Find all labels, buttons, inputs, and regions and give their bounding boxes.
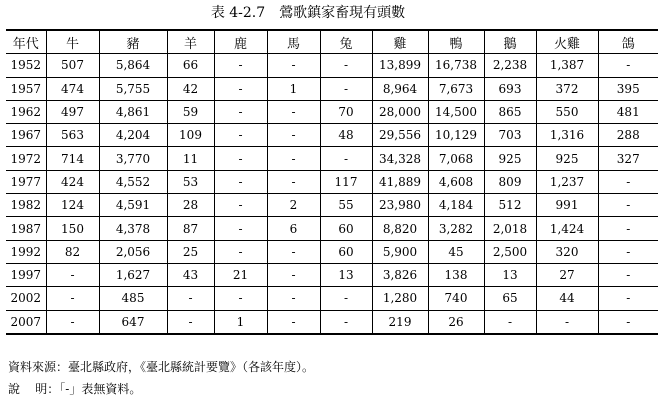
value-cell: 4,184 (428, 194, 484, 217)
year-cell: 1972 (6, 147, 46, 170)
table-row (6, 170, 658, 193)
value-cell: 2,500 (484, 240, 536, 263)
value-cell: 925 (536, 147, 598, 170)
value-cell: 1,627 (99, 263, 167, 286)
value-cell: - (536, 310, 598, 334)
value-cell: 2 (267, 194, 320, 217)
value-cell: 28 (167, 194, 214, 217)
value-cell: 55 (320, 194, 372, 217)
value-cell: 70 (320, 100, 372, 123)
value-cell: 507 (46, 54, 99, 77)
value-cell: - (320, 287, 372, 310)
value-cell: 1,424 (536, 217, 598, 240)
value-cell: - (214, 147, 267, 170)
value-cell: - (267, 240, 320, 263)
value-cell: 16,738 (428, 54, 484, 77)
table-header (6, 30, 658, 54)
value-cell: - (267, 100, 320, 123)
table-row (6, 263, 658, 286)
value-cell: 6 (267, 217, 320, 240)
value-cell: - (320, 77, 372, 100)
value-cell: - (320, 54, 372, 77)
value-cell: - (214, 240, 267, 263)
value-cell: 60 (320, 240, 372, 263)
value-cell: - (267, 263, 320, 286)
value-cell: 4,378 (99, 217, 167, 240)
value-cell: 44 (536, 287, 598, 310)
value-cell: - (46, 287, 99, 310)
column-header: 年代 (6, 30, 46, 54)
table-row (6, 77, 658, 100)
legend-note: 說 明：「-」表無資料。 (8, 382, 142, 396)
value-cell: 4,204 (99, 124, 167, 147)
value-cell: 23,980 (372, 194, 428, 217)
year-cell: 2002 (6, 287, 46, 310)
value-cell: 45 (428, 240, 484, 263)
table-row (6, 240, 658, 263)
value-cell: 42 (167, 77, 214, 100)
column-header: 鹿 (214, 30, 267, 54)
table-row (6, 124, 658, 147)
value-cell: 703 (484, 124, 536, 147)
value-cell: 1,316 (536, 124, 598, 147)
value-cell: 320 (536, 240, 598, 263)
year-cell: 1962 (6, 100, 46, 123)
value-cell: 1,387 (536, 54, 598, 77)
value-cell: - (598, 240, 658, 263)
value-cell: 563 (46, 124, 99, 147)
column-header: 火雞 (536, 30, 598, 54)
value-cell: - (484, 310, 536, 334)
value-cell: 4,591 (99, 194, 167, 217)
value-cell: - (267, 287, 320, 310)
value-cell: 124 (46, 194, 99, 217)
value-cell: 372 (536, 77, 598, 100)
value-cell: 4,608 (428, 170, 484, 193)
value-cell: 21 (214, 263, 267, 286)
value-cell: 497 (46, 100, 99, 123)
year-cell: 1997 (6, 263, 46, 286)
value-cell: - (214, 77, 267, 100)
value-cell: 66 (167, 54, 214, 77)
value-cell: 34,328 (372, 147, 428, 170)
value-cell: 29,556 (372, 124, 428, 147)
value-cell: 138 (428, 263, 484, 286)
value-cell: - (598, 263, 658, 286)
value-cell: 991 (536, 194, 598, 217)
table-title (0, 2, 616, 24)
year-cell: 1977 (6, 170, 46, 193)
value-cell: 485 (99, 287, 167, 310)
column-header: 兔 (320, 30, 372, 54)
value-cell: 4,552 (99, 170, 167, 193)
value-cell: 60 (320, 217, 372, 240)
value-cell: - (46, 263, 99, 286)
value-cell: 865 (484, 100, 536, 123)
value-cell: - (214, 124, 267, 147)
value-cell: - (598, 54, 658, 77)
column-header: 豬 (99, 30, 167, 54)
year-cell: 1982 (6, 194, 46, 217)
value-cell: 25 (167, 240, 214, 263)
value-cell: - (320, 310, 372, 334)
value-cell: 14,500 (428, 100, 484, 123)
value-cell: 809 (484, 170, 536, 193)
table-row (6, 217, 658, 240)
value-cell: 7,673 (428, 77, 484, 100)
value-cell: 11 (167, 147, 214, 170)
value-cell: 481 (598, 100, 658, 123)
livestock-table (6, 29, 658, 335)
column-header: 馬 (267, 30, 320, 54)
value-cell: - (598, 194, 658, 217)
value-cell: 327 (598, 147, 658, 170)
value-cell: 474 (46, 77, 99, 100)
value-cell: 3,282 (428, 217, 484, 240)
value-cell: 150 (46, 217, 99, 240)
value-cell: 1 (267, 77, 320, 100)
value-cell: 10,129 (428, 124, 484, 147)
value-cell: - (167, 287, 214, 310)
value-cell: - (320, 147, 372, 170)
value-cell: - (46, 310, 99, 334)
year-cell: 1952 (6, 54, 46, 77)
source-note: 資料來源：臺北縣政府，《臺北縣統計要覽》（各該年度）。 (8, 360, 315, 374)
value-cell: - (267, 147, 320, 170)
value-cell: 1,237 (536, 170, 598, 193)
value-cell: 13 (484, 263, 536, 286)
value-cell: 26 (428, 310, 484, 334)
value-cell: - (214, 194, 267, 217)
column-header: 雞 (372, 30, 428, 54)
value-cell: - (267, 124, 320, 147)
value-cell: - (167, 310, 214, 334)
value-cell: 5,864 (99, 54, 167, 77)
column-header: 鴨 (428, 30, 484, 54)
value-cell: - (267, 170, 320, 193)
value-cell: 424 (46, 170, 99, 193)
value-cell: 925 (484, 147, 536, 170)
value-cell: - (214, 170, 267, 193)
year-cell: 1957 (6, 77, 46, 100)
value-cell: 3,770 (99, 147, 167, 170)
column-header: 鴿 (598, 30, 658, 54)
value-cell: 13,899 (372, 54, 428, 77)
value-cell: 7,068 (428, 147, 484, 170)
value-cell: 41,889 (372, 170, 428, 193)
value-cell: - (598, 170, 658, 193)
value-cell: 27 (536, 263, 598, 286)
value-cell: 8,820 (372, 217, 428, 240)
value-cell: 1 (214, 310, 267, 334)
table-row (6, 100, 658, 123)
column-header: 羊 (167, 30, 214, 54)
value-cell: - (214, 217, 267, 240)
value-cell: - (267, 54, 320, 77)
value-cell: 647 (99, 310, 167, 334)
year-cell: 1987 (6, 217, 46, 240)
value-cell: - (598, 310, 658, 334)
value-cell: 3,826 (372, 263, 428, 286)
value-cell: 48 (320, 124, 372, 147)
value-cell: 2,238 (484, 54, 536, 77)
value-cell: - (598, 287, 658, 310)
value-cell: 5,755 (99, 77, 167, 100)
table-row (6, 310, 658, 334)
table-number: 表 4-2.7 (210, 5, 266, 21)
column-header: 鵝 (484, 30, 536, 54)
table-row (6, 54, 658, 77)
value-cell: 714 (46, 147, 99, 170)
value-cell: 2,018 (484, 217, 536, 240)
value-cell: 219 (372, 310, 428, 334)
value-cell: 13 (320, 263, 372, 286)
value-cell: 117 (320, 170, 372, 193)
year-cell: 1967 (6, 124, 46, 147)
table-body (6, 54, 658, 334)
value-cell: 1,280 (372, 287, 428, 310)
value-cell: 2,056 (99, 240, 167, 263)
column-header: 牛 (46, 30, 99, 54)
value-cell: 550 (536, 100, 598, 123)
value-cell: 65 (484, 287, 536, 310)
value-cell: 87 (167, 217, 214, 240)
value-cell: 53 (167, 170, 214, 193)
value-cell: 693 (484, 77, 536, 100)
value-cell: 5,900 (372, 240, 428, 263)
table-row (6, 287, 658, 310)
value-cell: - (267, 310, 320, 334)
value-cell: 4,861 (99, 100, 167, 123)
value-cell: - (598, 217, 658, 240)
header-row (6, 30, 658, 54)
value-cell: 82 (46, 240, 99, 263)
value-cell: - (214, 54, 267, 77)
value-cell: 28,000 (372, 100, 428, 123)
value-cell: 512 (484, 194, 536, 217)
value-cell: 8,964 (372, 77, 428, 100)
table-row (6, 194, 658, 217)
value-cell: 59 (167, 100, 214, 123)
value-cell: 43 (167, 263, 214, 286)
value-cell: 740 (428, 287, 484, 310)
value-cell: - (214, 287, 267, 310)
year-cell: 2007 (6, 310, 46, 334)
year-cell: 1992 (6, 240, 46, 263)
table-row (6, 147, 658, 170)
value-cell: 109 (167, 124, 214, 147)
table-caption: 鶯歌鎮家畜現有頭數 (279, 5, 406, 21)
value-cell: 395 (598, 77, 658, 100)
value-cell: - (214, 100, 267, 123)
value-cell: 288 (598, 124, 658, 147)
